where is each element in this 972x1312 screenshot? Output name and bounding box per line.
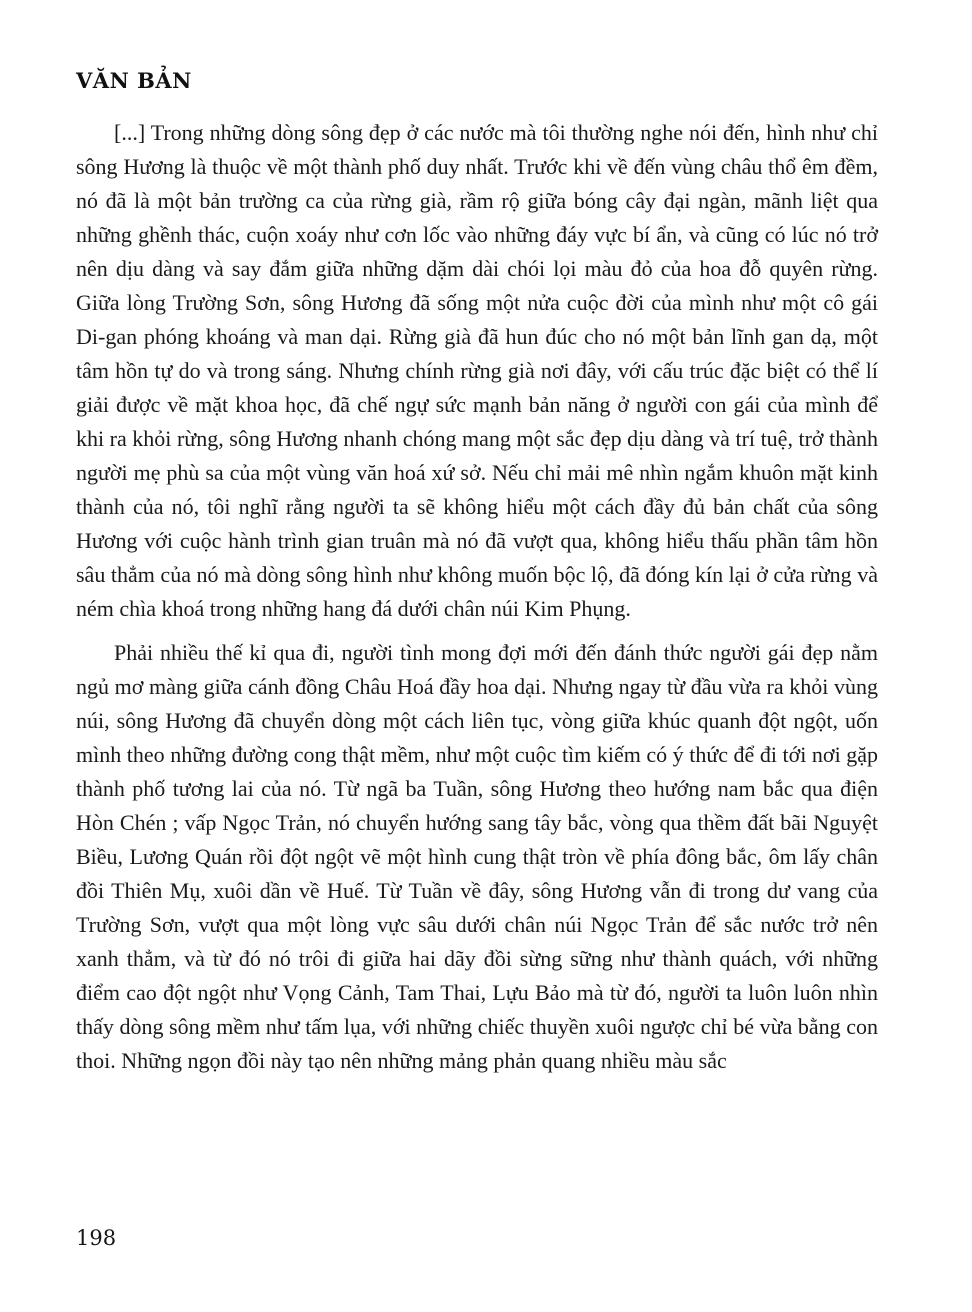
paragraph-2: Phải nhiều thế kỉ qua đi, người tình mong đợi mới đến đánh thức người gái đẹp nằm ngủ mơ màng giữa cánh đồng Châu Hoá đầy hoa dại. Nhưng ngay từ đầu vừa ra khỏi vùng núi, sông Hương đã chuyển dòng một cách liên tục, vòng giữa khúc quanh đột ngột, uốn mình theo những đường cong thật mềm, như một cuộc tìm kiếm có ý thức để đi tới nơi gặp thành phố tương lai của nó. Từ ngã ba Tuần, sông Hương theo hướng nam bắc qua điện Hòn Chén ; vấp Ngọc Trản, nó chuyển hướng sang tây bắc, vòng qua thềm đất bãi Nguyệt Biều, Lương Quán rồi đột ngột vẽ một hình cung thật tròn về phía đông bắc, ôm lấy chân đồi Thiên Mụ, xuôi dần về Huế. Từ Tuần về đây, sông Hương vẫn đi trong dư vang của Trường Sơn, vượt qua một lòng vực sâu dưới chân núi Ngọc Trản để sắc nước trở nên xanh thẳm, và từ đó nó trôi đi giữa hai dãy đồi sừng sững như thành quách, với những điểm cao đột ngột như Vọng Cảnh, Tam Thai, Lựu Bảo mà từ đó, người ta luôn luôn nhìn thấy dòng sông mềm như tấm lụa, với những chiếc thuyền xuôi ngược chỉ bé vừa bằng con thoi. Những ngọn đồi này tạo nên những mảng phản quang nhiều màu sắc <box>76 640 878 1073</box>
page-number: 198 <box>76 1226 117 1250</box>
paragraph-1: [...] Trong những dòng sông đẹp ở các nước mà tôi thường nghe nói đến, hình như chỉ sông Hương là thuộc về một thành phố duy nhất. Trước khi về đến vùng châu thổ êm đềm, nó đã là một bản trường ca của rừng già, rầm rộ giữa bóng cây đại ngàn, mãnh liệt qua những ghềnh thác, cuộn xoáy như cơn lốc vào những đáy vực bí ẩn, và cũng có lúc nó trở nên dịu dàng và say đắm giữa những dặm dài chói lọi màu đỏ của hoa đỗ quyên rừng. Giữa lòng Trường Sơn, sông Hương đã sống một nửa cuộc đời của mình như một cô gái Di-gan phóng khoáng và man dại. Rừng già đã hun đúc cho nó một bản lĩnh gan dạ, một tâm hồn tự do và trong sáng. Nhưng chính rừng già nơi đây, với cấu trúc đặc biệt có thể lí giải được về mặt khoa học, đã chế ngự sức mạnh bản năng ở người con gái của mình để khi ra khỏi rừng, sông Hương nhanh chóng mang một sắc đẹp dịu dàng và trí tuệ, trở thành người mẹ phù sa của một vùng văn hoá xứ sở. Nếu chỉ mải mê nhìn ngắm khuôn mặt kinh thành của nó, tôi nghĩ rằng người ta sẽ không hiểu một cách đầy đủ bản chất của sông Hương với cuộc hành trình gian truân mà nó đã vượt qua, không hiểu thấu phần tâm hồn sâu thẳm của nó mà dòng sông hình như không muốn bộc lộ, đã đóng kín lại ở cửa rừng và ném chìa khoá trong những hang đá dưới chân núi Kim Phụng. <box>76 120 878 621</box>
section-title: VĂN BẢN <box>76 68 192 93</box>
body-text <box>76 116 878 1088</box>
